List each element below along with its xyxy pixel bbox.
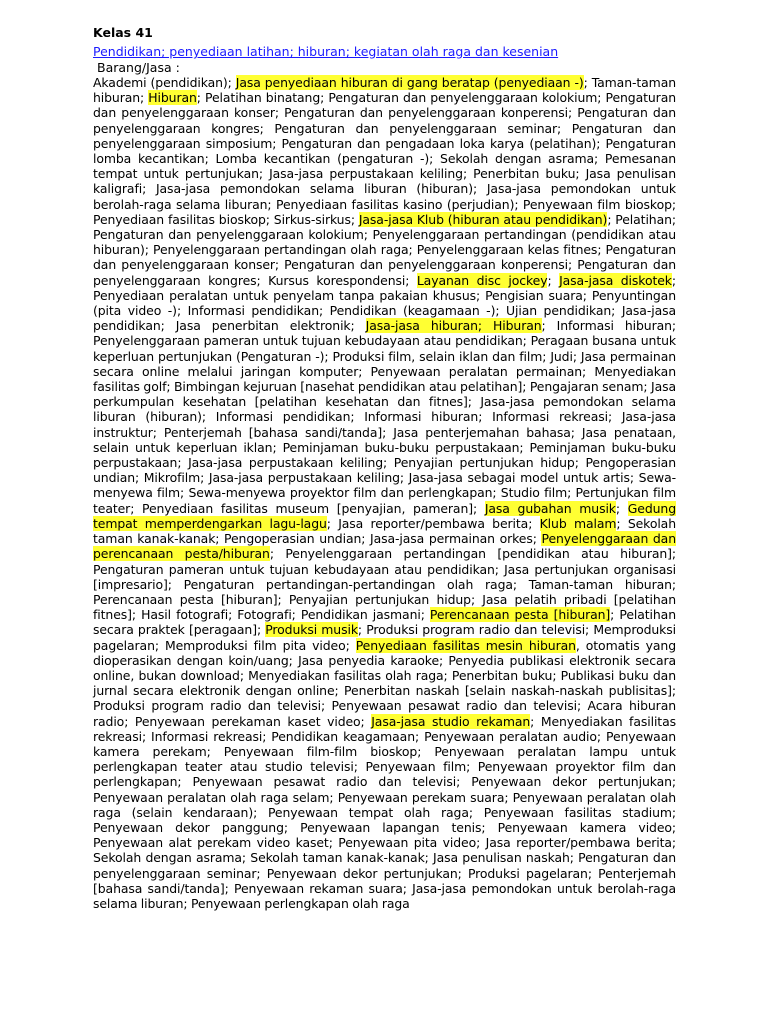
- text-segment: ; Informasi hiburan; Penyelenggaraan pameran untuk tujuan kebudayaan atau pendidikan; Peragaan busana untuk keperluan pertunjukan (Pengaturan -); Produksi film, selain iklan dan film; Judi; Jasa permainan secara online melalui jaringan komputer; Penyewaan peralatan permainan; Menyediakan fasilitas golf; Bimbingan kejuruan [nasehat pendidikan atau pelatihan]; Pengajaran senam; Jasa perkumpulan kesehatan [pelatihan kesehatan dan fitnes]; Jasa-jasa pemondokan selama liburan (hiburan); Informasi pendidikan; Informasi hiburan; Informasi rekreasi; Jasa-jasa instruktur; Penterjemah [bahasa sandi/tanda]; Jasa penterjemahan bahasa; Jasa penataan, selain untuk keperluan iklan; Peminjaman buku-buku perpustakaan; Peminjaman buku-buku perpustakaan; Jasa-jasa perpustakaan keliling; Penyajian pertunjukan hidup; Pengoperasian undian; Mikrofilm; Jasa-jasa perpustakaan keliling; Jasa-jasa sebagai model untuk artis; Sewa-menyewa film; Sewa-menyewa proyektor film dan perlengkapan; Studio film; Pertunjukan film teater; Penyediaan fasilitas museum [penyajian, pameran];: [93, 318, 676, 516]
- text-segment: ;: [615, 500, 628, 516]
- text-segment: ;: [547, 272, 560, 288]
- highlighted-term: Jasa-jasa studio rekaman: [371, 713, 531, 729]
- text-segment: ; Sekolah taman kanak-kanak; Pengoperasian undian; Jasa-jasa permainan orkes;: [93, 515, 676, 547]
- highlighted-term: Klub malam: [539, 515, 617, 531]
- highlighted-term: Jasa penyediaan hiburan di gang beratap (penyediaan -): [235, 75, 584, 90]
- highlighted-term: Penyelenggaraan dan perencanaan pesta/hiburan: [93, 531, 676, 562]
- highlighted-term: Hiburan: [148, 90, 197, 106]
- highlighted-term: Jasa gubahan musik: [484, 500, 616, 516]
- text-segment: ; Pelatihan; Pengaturan dan penyelenggaraan kolokium; Penyelenggaraan pertandingan (pendidikan atau hiburan); Penyelenggaraan pertandingan olah raga; Penyelenggaraan kelas fitnes; Pengaturan dan penyelenggaraan konser; Pengaturan dan penyelenggaraan konperensi; Pengaturan dan penyelenggaraan kongres; Kursus korespondensi;: [93, 211, 676, 288]
- highlighted-term: Produksi musik: [265, 622, 358, 638]
- highlighted-term: Penyediaan fasilitas mesin hiburan: [355, 637, 576, 653]
- highlighted-term: Layanan disc jockey: [416, 272, 548, 288]
- goods-services-label: Barang/Jasa :: [97, 60, 180, 75]
- highlighted-term: Jasa-jasa diskotek: [559, 272, 672, 288]
- highlighted-term: Jasa-jasa Klub (hiburan atau pendidikan): [358, 211, 608, 227]
- text-segment: ; Penyelenggaraan pertandingan [pendidikan atau hiburan]; Pengaturan pameran untuk tujuan kebudayaan atau pendidikan; Jasa pertunjukan organisasi [impresario]; Pengaturan pertandingan-pertandingan olah raga; Taman-taman hiburan; Perencanaan pesta [hiburan]; Penyajian pertunjukan hidup; Jasa pelatih pribadi [pelatihan fitnes]; Hasil fotografi; Fotografi; Pendidikan jasmani;: [93, 546, 676, 623]
- highlighted-term: Gedung tempat memperdengarkan lagu-lagu: [93, 500, 676, 531]
- text-segment: ; Pelatihan secara praktek [peragaan];: [93, 607, 676, 638]
- text-segment: ; Jasa reporter/pembawa berita;: [326, 515, 540, 531]
- text-segment: , otomatis yang dioperasikan dengan koin/uang; Jasa penyedia karaoke; Penyedia publikasi elektronik secara online, bukan download; Menyediakan fasilitas olah raga; Penerbitan buku; Publikasi buku dan jurnal secara elektronik dengan online; Penerbitan naskah [selain naskah-naskah publisitas]; Produksi program radio dan televisi; Penyewaan pesawat radio dan televisi; Acara hiburan radio; Penyewaan perekaman kaset video;: [93, 637, 676, 729]
- text-segment: Akademi (pendidikan);: [93, 75, 236, 90]
- text-segment: ; Pelatihan binatang; Pengaturan dan penyelenggaraan kolokium; Pengaturan dan penyelenggaraan konser; Pengaturan dan penyelenggaraan konperensi; Pengaturan dan penyelenggaraan kongres; Pengaturan dan penyelenggaraan seminar; Pengaturan dan penyelenggaraan simposium; Pengaturan dan pengadaan loka karya (pelatihan); Pengaturan lomba kecantikan; Lomba kecantikan (pengaturan -); Sekolah dengan asrama; Pemesanan tempat untuk pertunjukan; Jasa-jasa perpustakaan keliling; Penerbitan buku; Jasa penulisan kaligrafi; Jasa-jasa pemondokan selama liburan (hiburan); Jasa-jasa pemondokan untuk berolah-raga selama liburan; Penyediaan fasilitas kasino (perjudian); Penyewaan film bioskop; Penyediaan fasilitas bioskop; Sirkus-sirkus;: [93, 90, 677, 227]
- goods-services-list: [93, 75, 676, 911]
- class-description-link[interactable]: Pendidikan; penyediaan latihan; hiburan; kegiatan olah raga dan kesenian: [93, 44, 559, 59]
- highlighted-term: Perencanaan pesta [hiburan]: [429, 607, 611, 623]
- text-segment: ; Menyediakan fasilitas rekreasi; Informasi rekreasi; Pendidikan keagamaan; Penyewaan peralatan audio; Penyewaan kamera perekam; Penyewaan film-film bioskop; Penyewaan peralatan lampu untuk perlengkapan teater atau studio televisi; Penyewaan film; Penyewaan proyektor film dan perlengkapan; Penyewaan pesawat radio dan televisi; Penyewaan dekor pertunjukan; Penyewaan peralatan olah raga selam; Penyewaan perekam suara; Penyewaan peralatan olah raga (selain kendaraan); Penyewaan tempat olah raga; Penyewaan fasilitas stadium; Penyewaan dekor panggung; Penyewaan lapangan tenis; Penyewaan kamera video; Penyewaan alat perekam video kaset; Penyewaan pita video; Jasa reporter/pembawa berita; Sekolah dengan asrama; Sekolah taman kanak-kanak; Jasa penulisan naskah; Pengaturan dan penyelenggaraan seminar; Penyewaan dekor pertunjukan; Produksi pagelaran; Penterjemah [bahasa sandi/tanda]; Penyewaan rekaman suara; Jasa-jasa pemondokan untuk berolah-raga selama liburan; Penyewaan perlengkapan olah raga: [93, 713, 676, 911]
- text-segment: ; Taman-taman hiburan;: [93, 75, 676, 106]
- text-segment: ; Produksi program radio dan televisi; Memproduksi pagelaran; Memproduksi film pita video;: [93, 622, 676, 653]
- highlighted-term: Jasa-jasa hiburan; Hiburan: [365, 318, 542, 334]
- class-heading: Kelas 41: [93, 25, 153, 40]
- text-segment: ; Penyediaan peralatan untuk penyelam tanpa pakaian khusus; Pengisian suara; Penyuntingan (pita video -); Informasi pendidikan; Pendidikan (keagamaan -); Ujian pendidikan; Jasa-jasa pendidikan; Jasa penerbitan elektronik;: [93, 272, 676, 334]
